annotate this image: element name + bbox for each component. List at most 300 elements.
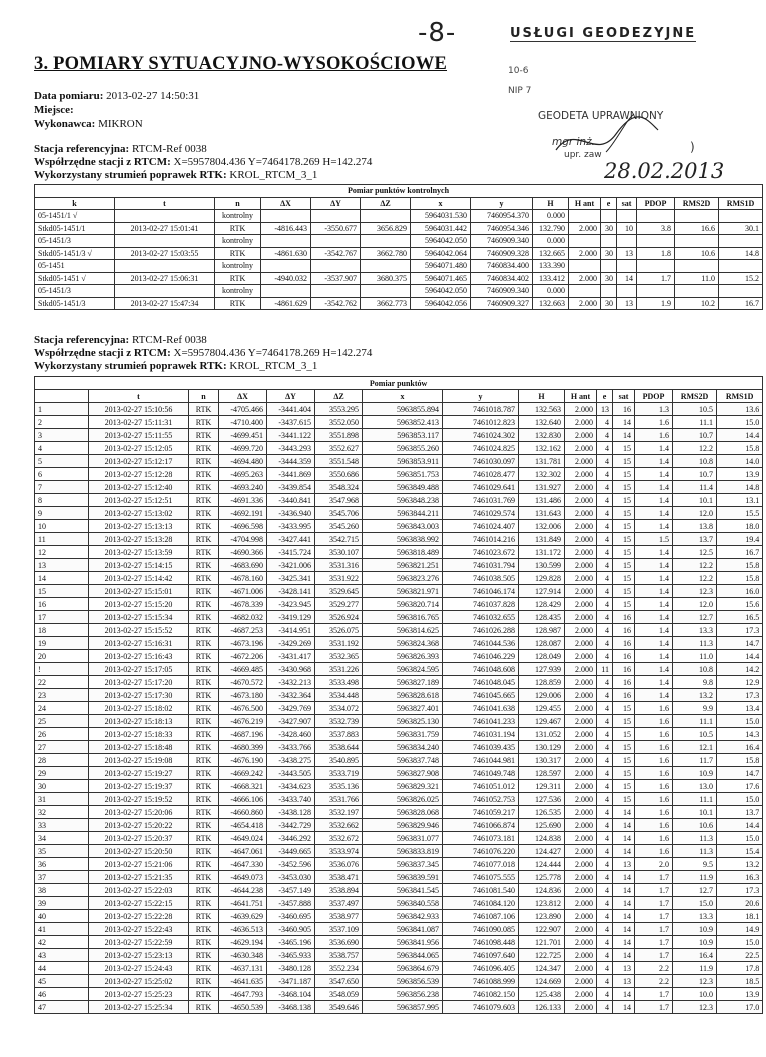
points-cell: 1.4 bbox=[635, 650, 673, 663]
points-cell: 19 bbox=[35, 637, 89, 650]
points-cell: 2013-02-27 15:11:55 bbox=[89, 429, 189, 442]
control-cell: 5964042.056 bbox=[411, 297, 471, 310]
points-cell: 1.4 bbox=[635, 598, 673, 611]
points-cell: 4 bbox=[597, 767, 613, 780]
points-cell: 127.939 bbox=[519, 663, 565, 676]
points-cell: 1.3 bbox=[635, 403, 673, 416]
points-cell: -4639.629 bbox=[219, 910, 267, 923]
points-cell: 10.8 bbox=[673, 663, 717, 676]
control-cell bbox=[115, 260, 215, 273]
control-cell: 05-1451/3 bbox=[35, 235, 115, 248]
points-cell: 2013-02-27 15:13:13 bbox=[89, 520, 189, 533]
points-cell: -4678.160 bbox=[219, 572, 267, 585]
control-table-row bbox=[35, 260, 763, 273]
points-cell: 15 bbox=[613, 780, 635, 793]
points-cell: 126.133 bbox=[519, 1001, 565, 1014]
points-cell: 4 bbox=[597, 650, 613, 663]
points-cell: 3552.627 bbox=[315, 442, 363, 455]
points-cell: -3432.213 bbox=[267, 676, 315, 689]
points-cell: 47 bbox=[35, 1001, 89, 1014]
station1-stream-label: Wykorzystany strumień poprawek RTK: bbox=[34, 169, 227, 181]
points-cell: -4630.348 bbox=[219, 949, 267, 962]
points-cell: 4 bbox=[597, 793, 613, 806]
control-cell: 05-1451/1 √ bbox=[35, 210, 115, 223]
points-cell: 5963837.748 bbox=[363, 754, 443, 767]
points-cell: 14 bbox=[613, 936, 635, 949]
points-table-row bbox=[35, 884, 763, 897]
points-cell: 15 bbox=[613, 559, 635, 572]
points-cell: 20 bbox=[35, 650, 89, 663]
points-table-row bbox=[35, 1001, 763, 1014]
points-cell: RTK bbox=[189, 845, 219, 858]
points-cell: RTK bbox=[189, 650, 219, 663]
points-cell: 7461048.045 bbox=[443, 676, 519, 689]
points-cell: 13.7 bbox=[717, 806, 763, 819]
points-cell: 2.0 bbox=[635, 858, 673, 871]
points-cell: 2.000 bbox=[565, 585, 597, 598]
points-cell: 7461030.097 bbox=[443, 455, 519, 468]
points-cell: RTK bbox=[189, 598, 219, 611]
points-cell: 3537.883 bbox=[315, 728, 363, 741]
points-cell: 2.000 bbox=[565, 741, 597, 754]
points-cell: 15 bbox=[613, 494, 635, 507]
points-cell: 24 bbox=[35, 702, 89, 715]
points-cell: -3415.724 bbox=[267, 546, 315, 559]
control-header-cell: ΔX bbox=[261, 197, 311, 210]
points-cell: 2013-02-27 15:23:13 bbox=[89, 949, 189, 962]
control-cell bbox=[361, 285, 411, 298]
points-cell: 7461031.194 bbox=[443, 728, 519, 741]
points-cell: 5963827.908 bbox=[363, 767, 443, 780]
points-cell: 2.000 bbox=[565, 494, 597, 507]
points-cell: RTK bbox=[189, 988, 219, 1001]
points-cell: 14.7 bbox=[717, 637, 763, 650]
control-cell: kontrolny bbox=[215, 210, 261, 223]
points-cell: -4694.480 bbox=[219, 455, 267, 468]
points-cell: 16.5 bbox=[717, 611, 763, 624]
points-cell: 15.0 bbox=[673, 897, 717, 910]
points-cell: 12.9 bbox=[717, 676, 763, 689]
points-table-row bbox=[35, 962, 763, 975]
points-cell: 1.7 bbox=[635, 910, 673, 923]
points-header-cell bbox=[35, 390, 89, 403]
points-cell: 131.172 bbox=[519, 546, 565, 559]
points-cell: 10.0 bbox=[673, 988, 717, 1001]
points-cell: 3532.739 bbox=[315, 715, 363, 728]
points-cell: 7461024.825 bbox=[443, 442, 519, 455]
points-cell: 15 bbox=[613, 598, 635, 611]
points-cell: -3438.275 bbox=[267, 754, 315, 767]
points-cell: 9 bbox=[35, 507, 89, 520]
points-cell: 2.000 bbox=[565, 676, 597, 689]
points-cell: 15.4 bbox=[717, 845, 763, 858]
points-cell: 43 bbox=[35, 949, 89, 962]
control-cell: 1.7 bbox=[637, 272, 675, 285]
points-cell: -3421.006 bbox=[267, 559, 315, 572]
points-cell: 1.4 bbox=[635, 455, 673, 468]
control-cell: 2013-02-27 15:03:55 bbox=[115, 247, 215, 260]
points-cell: 31 bbox=[35, 793, 89, 806]
points-cell: 33 bbox=[35, 819, 89, 832]
points-cell: 4 bbox=[597, 598, 613, 611]
points-cell: 5963856.539 bbox=[363, 975, 443, 988]
points-cell: 1.6 bbox=[635, 429, 673, 442]
control-table-caption: Pomiar punktów kontrolnych bbox=[35, 185, 763, 198]
points-cell: 2.000 bbox=[565, 923, 597, 936]
control-cell bbox=[617, 285, 637, 298]
points-cell: 2.000 bbox=[565, 910, 597, 923]
control-cell bbox=[637, 235, 675, 248]
points-cell: -3452.596 bbox=[267, 858, 315, 871]
points-cell: 2.000 bbox=[565, 832, 597, 845]
points-cell: 3538.977 bbox=[315, 910, 363, 923]
control-table-row bbox=[35, 222, 763, 235]
points-cell: 4 bbox=[597, 676, 613, 689]
points-cell: 3542.715 bbox=[315, 533, 363, 546]
points-cell: 7461077.018 bbox=[443, 858, 519, 871]
control-cell bbox=[637, 210, 675, 223]
points-cell: 124.427 bbox=[519, 845, 565, 858]
points-cell: 4 bbox=[597, 884, 613, 897]
points-cell: 13.8 bbox=[673, 520, 717, 533]
points-cell: -3437.615 bbox=[267, 416, 315, 429]
points-cell: 124.838 bbox=[519, 832, 565, 845]
points-cell: 10.5 bbox=[673, 403, 717, 416]
points-cell: 127.914 bbox=[519, 585, 565, 598]
control-cell bbox=[675, 210, 719, 223]
points-cell: 7461044.981 bbox=[443, 754, 519, 767]
control-cell: 2013-02-27 15:06:31 bbox=[115, 272, 215, 285]
points-cell: 13 bbox=[613, 975, 635, 988]
points-cell: -3453.030 bbox=[267, 871, 315, 884]
points-cell: 7461026.288 bbox=[443, 624, 519, 637]
stamp-mark: ) bbox=[690, 140, 695, 154]
points-cell: 5963841.545 bbox=[363, 884, 443, 897]
points-cell: 10.6 bbox=[673, 819, 717, 832]
points-cell: RTK bbox=[189, 676, 219, 689]
place-label: Miejsce: bbox=[34, 104, 74, 116]
points-cell: 2013-02-27 15:18:13 bbox=[89, 715, 189, 728]
points-header-cell: e bbox=[597, 390, 613, 403]
points-cell: 5963852.413 bbox=[363, 416, 443, 429]
control-cell: -3537.907 bbox=[311, 272, 361, 285]
points-cell: 3526.924 bbox=[315, 611, 363, 624]
points-cell: -3430.968 bbox=[267, 663, 315, 676]
points-cell: 2013-02-27 15:13:02 bbox=[89, 507, 189, 520]
points-cell: RTK bbox=[189, 494, 219, 507]
points-cell: 10.9 bbox=[673, 936, 717, 949]
points-cell: 5963856.238 bbox=[363, 988, 443, 1001]
points-cell: -3442.729 bbox=[267, 819, 315, 832]
points-cell: 16 bbox=[613, 676, 635, 689]
points-cell: 15 bbox=[613, 728, 635, 741]
points-cell: 10.7 bbox=[673, 429, 717, 442]
control-cell bbox=[719, 235, 763, 248]
points-cell: 4 bbox=[597, 455, 613, 468]
points-header-cell: y bbox=[443, 390, 519, 403]
points-cell: 2013-02-27 15:19:08 bbox=[89, 754, 189, 767]
points-cell: 4 bbox=[597, 442, 613, 455]
points-cell: 7461024.407 bbox=[443, 520, 519, 533]
stamp-name: mgr inż. bbox=[552, 136, 595, 148]
points-cell: 15.0 bbox=[717, 416, 763, 429]
points-cell: 131.052 bbox=[519, 728, 565, 741]
points-cell: 7 bbox=[35, 481, 89, 494]
control-cell: 10 bbox=[617, 222, 637, 235]
control-cell: Stkd05-1451/3 bbox=[35, 297, 115, 310]
points-cell: 2013-02-27 15:21:06 bbox=[89, 858, 189, 871]
points-cell: RTK bbox=[189, 793, 219, 806]
points-header-cell: ΔZ bbox=[315, 390, 363, 403]
points-cell: RTK bbox=[189, 1001, 219, 1014]
control-cell: 2.000 bbox=[569, 272, 601, 285]
points-cell: RTK bbox=[189, 507, 219, 520]
points-cell: -3460.695 bbox=[267, 910, 315, 923]
points-cell: 2.000 bbox=[565, 559, 597, 572]
points-cell: 13 bbox=[613, 962, 635, 975]
points-cell: 122.907 bbox=[519, 923, 565, 936]
points-cell: 16.0 bbox=[717, 585, 763, 598]
points-cell: 4 bbox=[597, 494, 613, 507]
points-cell: 1.5 bbox=[635, 533, 673, 546]
points-cell: 4 bbox=[597, 858, 613, 871]
contractor-label: Wykonawca: bbox=[34, 118, 96, 130]
points-cell: 34 bbox=[35, 832, 89, 845]
points-cell: 7461038.505 bbox=[443, 572, 519, 585]
points-cell: -4683.690 bbox=[219, 559, 267, 572]
points-cell: 9.5 bbox=[673, 858, 717, 871]
points-cell: 3532.672 bbox=[315, 832, 363, 845]
points-cell: -3438.128 bbox=[267, 806, 315, 819]
points-cell: 14 bbox=[613, 832, 635, 845]
points-cell: -4682.032 bbox=[219, 611, 267, 624]
points-cell: 11.9 bbox=[673, 871, 717, 884]
points-cell: 2.000 bbox=[565, 767, 597, 780]
control-cell bbox=[569, 260, 601, 273]
points-cell: 18.1 bbox=[717, 910, 763, 923]
points-cell: 7461090.085 bbox=[443, 923, 519, 936]
points-cell: 1.4 bbox=[635, 624, 673, 637]
points-cell: 5963824.368 bbox=[363, 637, 443, 650]
points-cell: RTK bbox=[189, 520, 219, 533]
control-cell: 5964031.442 bbox=[411, 222, 471, 235]
points-cell: 2013-02-27 15:16:43 bbox=[89, 650, 189, 663]
control-table-row bbox=[35, 210, 763, 223]
points-cell: 2.000 bbox=[565, 468, 597, 481]
points-table-row bbox=[35, 611, 763, 624]
points-cell: 15.8 bbox=[717, 442, 763, 455]
points-cell: 3535.136 bbox=[315, 780, 363, 793]
points-cell: 3537.497 bbox=[315, 897, 363, 910]
points-cell: 131.849 bbox=[519, 533, 565, 546]
points-cell: 10.9 bbox=[673, 923, 717, 936]
points-cell: -3419.129 bbox=[267, 611, 315, 624]
points-cell: -3457.888 bbox=[267, 897, 315, 910]
points-cell: 16 bbox=[613, 624, 635, 637]
points-cell: 7461052.753 bbox=[443, 793, 519, 806]
points-cell: 132.006 bbox=[519, 520, 565, 533]
points-cell: 2013-02-27 15:17:20 bbox=[89, 676, 189, 689]
points-cell: -4673.196 bbox=[219, 637, 267, 650]
points-cell: 4 bbox=[597, 689, 613, 702]
points-table-row bbox=[35, 728, 763, 741]
points-cell: 3538.471 bbox=[315, 871, 363, 884]
control-header-cell: n bbox=[215, 197, 261, 210]
points-cell: 2013-02-27 15:13:28 bbox=[89, 533, 189, 546]
control-table-row bbox=[35, 297, 763, 310]
points-cell: 1.4 bbox=[635, 663, 673, 676]
points-cell: 5963834.240 bbox=[363, 741, 443, 754]
points-cell: RTK bbox=[189, 897, 219, 910]
station1-ref-label: Stacja referencyjna: bbox=[34, 143, 130, 155]
points-cell: 4 bbox=[597, 741, 613, 754]
points-cell: RTK bbox=[189, 741, 219, 754]
control-cell: -3542.762 bbox=[311, 297, 361, 310]
control-cell bbox=[675, 235, 719, 248]
control-cell: 7460954.346 bbox=[471, 222, 533, 235]
control-cell: 7460909.327 bbox=[471, 297, 533, 310]
points-cell: 4 bbox=[597, 468, 613, 481]
points-cell: 13.3 bbox=[673, 624, 717, 637]
control-cell bbox=[261, 235, 311, 248]
points-cell: 10.5 bbox=[673, 728, 717, 741]
points-cell: 5963853.911 bbox=[363, 455, 443, 468]
points-cell: 5963827.401 bbox=[363, 702, 443, 715]
points-cell: 128.597 bbox=[519, 767, 565, 780]
control-cell bbox=[617, 260, 637, 273]
points-cell: 1.4 bbox=[635, 507, 673, 520]
points-cell: 2013-02-27 15:22:43 bbox=[89, 923, 189, 936]
handwritten-date: 28.02.2013 bbox=[604, 159, 725, 183]
points-cell: 4 bbox=[597, 520, 613, 533]
points-cell: 3534.072 bbox=[315, 702, 363, 715]
points-cell: -4649.073 bbox=[219, 871, 267, 884]
points-cell: -4699.451 bbox=[219, 429, 267, 442]
points-cell: 13.4 bbox=[717, 702, 763, 715]
points-cell: -3468.104 bbox=[267, 988, 315, 1001]
points-cell: RTK bbox=[189, 910, 219, 923]
points-table-row bbox=[35, 858, 763, 871]
points-cell: 15 bbox=[613, 741, 635, 754]
points-cell: 2013-02-27 15:22:15 bbox=[89, 897, 189, 910]
points-cell: RTK bbox=[189, 442, 219, 455]
points-cell: -3428.141 bbox=[267, 585, 315, 598]
points-table-row bbox=[35, 403, 763, 416]
points-cell: 5963818.489 bbox=[363, 546, 443, 559]
points-cell: 10 bbox=[35, 520, 89, 533]
points-cell: 1.4 bbox=[635, 585, 673, 598]
points-cell: RTK bbox=[189, 572, 219, 585]
points-cell: 1.4 bbox=[635, 442, 673, 455]
points-cell: -4649.024 bbox=[219, 832, 267, 845]
points-cell: 1.7 bbox=[635, 884, 673, 897]
points-cell: 5963826.393 bbox=[363, 650, 443, 663]
page-number: -8- bbox=[418, 18, 457, 48]
points-cell: RTK bbox=[189, 637, 219, 650]
station2-stream-label: Wykorzystany strumień poprawek RTK: bbox=[34, 360, 227, 372]
points-cell: -4636.513 bbox=[219, 923, 267, 936]
points-cell: 36 bbox=[35, 858, 89, 871]
points-cell: 2013-02-27 15:15:01 bbox=[89, 585, 189, 598]
points-cell: 4 bbox=[597, 871, 613, 884]
points-cell: 1.6 bbox=[635, 819, 673, 832]
points-cell: 14.4 bbox=[717, 650, 763, 663]
control-header-cell: e bbox=[601, 197, 617, 210]
points-cell: 4 bbox=[597, 481, 613, 494]
station1-ref-value: RTCM-Ref 0038 bbox=[131, 143, 207, 155]
points-cell: 2013-02-27 15:24:43 bbox=[89, 962, 189, 975]
points-cell: 2013-02-27 15:15:34 bbox=[89, 611, 189, 624]
points-cell: 2.000 bbox=[565, 975, 597, 988]
points-cell: 20.6 bbox=[717, 897, 763, 910]
points-cell: 123.812 bbox=[519, 897, 565, 910]
points-cell: 5963857.995 bbox=[363, 1001, 443, 1014]
control-cell: 132.665 bbox=[533, 247, 569, 260]
points-cell: 12.2 bbox=[673, 442, 717, 455]
stamp-nip: NIP 7 bbox=[508, 86, 532, 96]
points-cell: 16 bbox=[613, 637, 635, 650]
points-table-row bbox=[35, 923, 763, 936]
points-cell: 16.4 bbox=[673, 949, 717, 962]
points-cell: 15 bbox=[613, 702, 635, 715]
points-cell: -3414.951 bbox=[267, 624, 315, 637]
points-cell: 4 bbox=[597, 1001, 613, 1014]
points-cell: 13.0 bbox=[673, 780, 717, 793]
control-cell: RTK bbox=[215, 247, 261, 260]
points-cell: 44 bbox=[35, 962, 89, 975]
points-cell: 11.3 bbox=[673, 832, 717, 845]
points-cell: 3553.295 bbox=[315, 403, 363, 416]
points-cell: 10.7 bbox=[673, 468, 717, 481]
points-cell: 125.690 bbox=[519, 819, 565, 832]
points-cell: 3533.719 bbox=[315, 767, 363, 780]
control-header-cell: RMS1D bbox=[719, 197, 763, 210]
points-cell: 2013-02-27 15:19:37 bbox=[89, 780, 189, 793]
points-cell: 3534.448 bbox=[315, 689, 363, 702]
station2-ref-label: Stacja referencyjna: bbox=[34, 334, 130, 346]
points-cell: 15.6 bbox=[717, 598, 763, 611]
points-cell: 2013-02-27 15:22:28 bbox=[89, 910, 189, 923]
station1-ref-line bbox=[34, 143, 207, 156]
points-cell: 124.347 bbox=[519, 962, 565, 975]
points-cell: 1.6 bbox=[635, 845, 673, 858]
control-cell: Stkd05-1451/1 bbox=[35, 222, 115, 235]
control-cell: 3662.780 bbox=[361, 247, 411, 260]
points-cell: 2.000 bbox=[565, 507, 597, 520]
points-cell: 14.0 bbox=[717, 455, 763, 468]
control-cell: RTK bbox=[215, 222, 261, 235]
control-cell bbox=[261, 260, 311, 273]
points-cell: 15.0 bbox=[717, 793, 763, 806]
points-cell: -4654.418 bbox=[219, 819, 267, 832]
points-cell: 11.0 bbox=[673, 650, 717, 663]
control-cell bbox=[675, 260, 719, 273]
points-cell: -3427.441 bbox=[267, 533, 315, 546]
control-table-row bbox=[35, 247, 763, 260]
points-cell: 4 bbox=[597, 715, 613, 728]
points-cell: 2.000 bbox=[565, 702, 597, 715]
control-header-cell: ΔZ bbox=[361, 197, 411, 210]
points-cell: 5963831.077 bbox=[363, 832, 443, 845]
points-cell: 132.302 bbox=[519, 468, 565, 481]
points-cell: 4 bbox=[35, 442, 89, 455]
points-cell: 14 bbox=[613, 1001, 635, 1014]
points-cell: 2.000 bbox=[565, 455, 597, 468]
points-cell: 15.8 bbox=[717, 754, 763, 767]
points-cell: 4 bbox=[597, 806, 613, 819]
control-cell: 5964042.050 bbox=[411, 285, 471, 298]
points-cell: 3531.316 bbox=[315, 559, 363, 572]
